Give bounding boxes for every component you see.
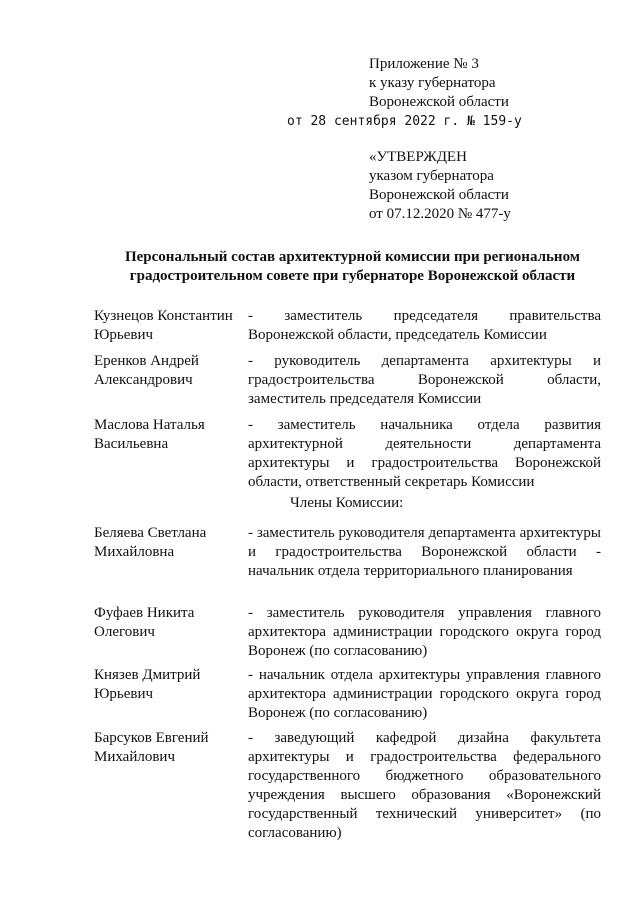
member-role: - начальник отдела архитектуры управления главного архитектора администрации городского округа город Воронеж (по согласованию): [248, 667, 601, 721]
annex-region: Воронежской области: [369, 94, 509, 110]
approved-label: «УТВЕРЖДЕН: [369, 149, 467, 165]
approved-stamp: [369, 148, 619, 224]
approved-by: указом губернатора: [369, 168, 494, 184]
member-name: Барсуков Евгений Михайлович: [94, 730, 209, 765]
member-role: - заведующий кафедрой дизайна факультета архитектуры и градостроительства федерального государственного бюджетного образовательного учреждения высшего образования «Воронежский государственный технический университет» (по согласованию): [248, 730, 601, 841]
annex-decree-ref: к указу губернатора: [369, 75, 496, 91]
member-role: - заместитель председателя правительства Воронежской области, председатель Комиссии: [248, 308, 601, 343]
members-heading: Члены Комиссии:: [290, 495, 404, 511]
approved-region: Воронежской области: [369, 187, 509, 203]
member-role: - руководитель департамента архитектуры и градостроительства Воронежской области, заместитель председателя Комиссии: [248, 353, 601, 407]
member-name: Маслова Наталья Васильевна: [94, 417, 205, 452]
member-role: - заместитель начальника отдела развития архитектурной деятельности департамента архитектуры и градостроительства Воронежской области, ответственный секретарь Комиссии: [248, 417, 601, 490]
annex-number: Приложение № 3: [369, 56, 479, 72]
approved-date: от 07.12.2020 № 477-у: [369, 206, 511, 222]
member-name: Фуфаев Никита Олегович: [94, 605, 195, 640]
annex-header: [369, 55, 619, 112]
member-name: Князев Дмитрий Юрьевич: [94, 667, 201, 702]
member-name: Кузнецов Константин Юрьевич: [94, 308, 233, 343]
document-title: Персональный состав архитектурной комиссии при региональном градостроительном совете при губернаторе Воронежской области: [124, 249, 580, 284]
annex-date: от 28 сентября 2022 г. № 159-у: [287, 114, 522, 129]
member-name: Еренков Андрей Александрович: [94, 353, 199, 388]
member-role: - заместитель руководителя управления главного архитектора администрации городского округа город Воронеж (по согласованию): [248, 605, 601, 659]
member-role: - заместитель руководителя департамента архитектуры и градостроительства Воронежской области - начальник отдела территориального планирования: [248, 525, 601, 579]
member-name: Беляева Светлана Михайловна: [94, 525, 207, 560]
